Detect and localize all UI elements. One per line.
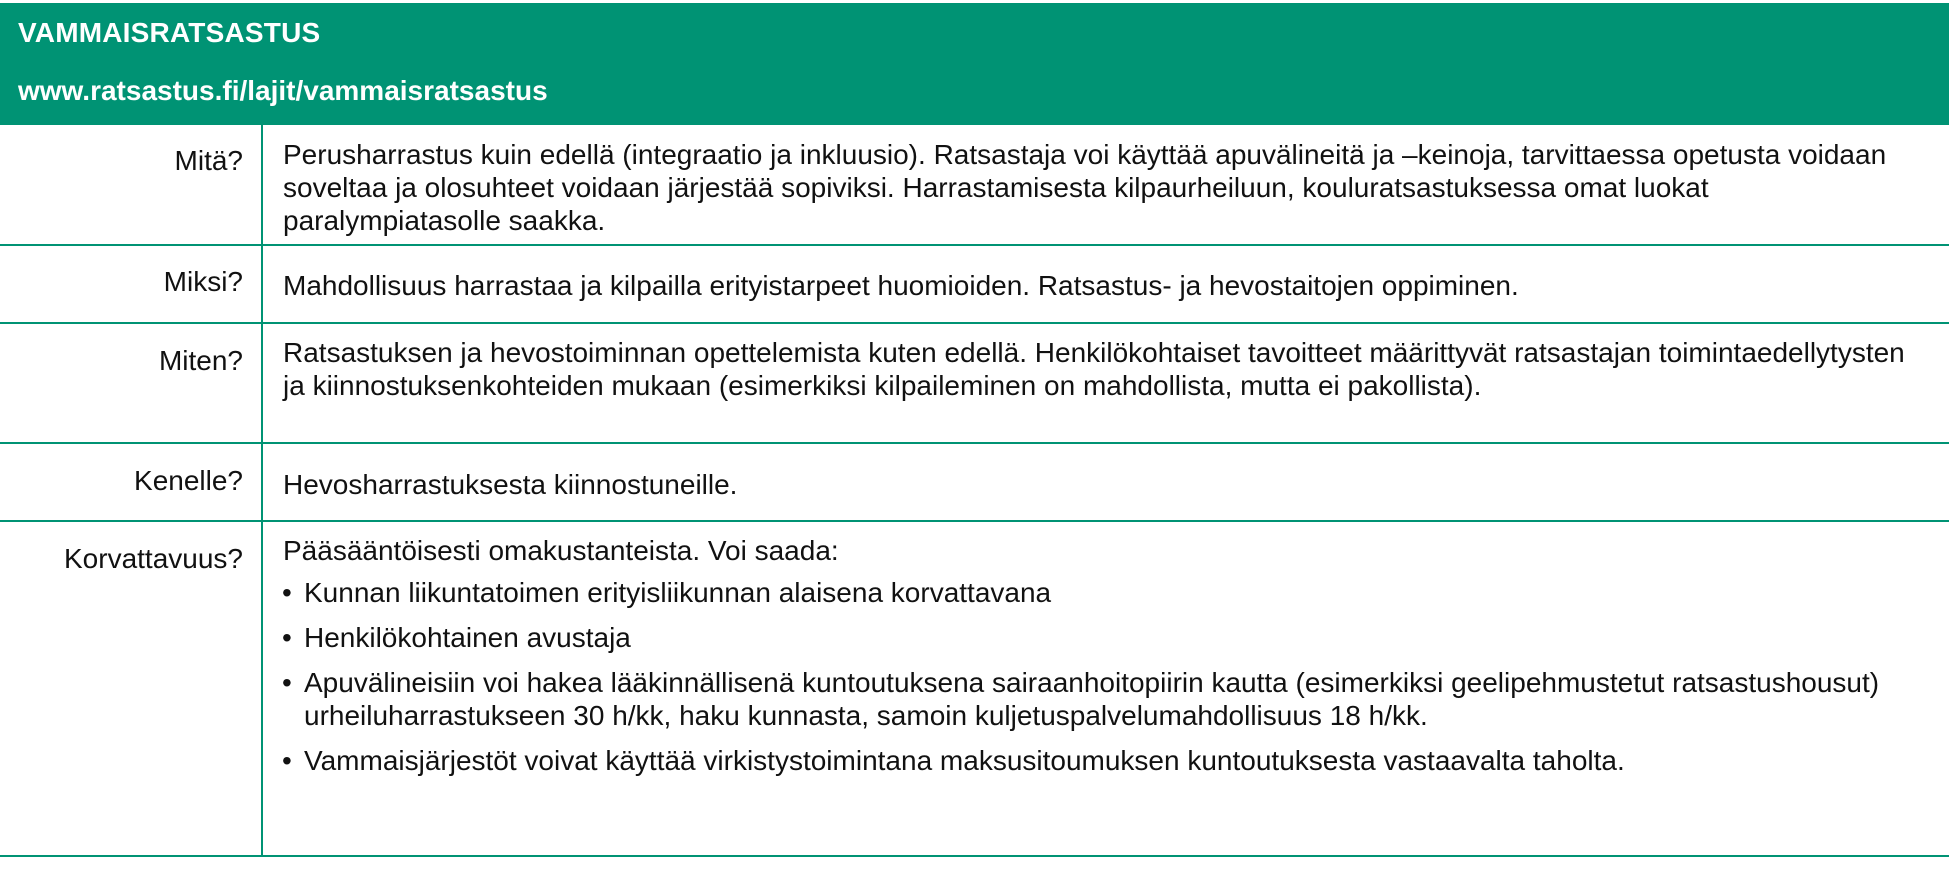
row-label-mita: Mitä? — [174, 145, 243, 176]
row-divider — [0, 244, 1949, 246]
row-divider — [0, 442, 1949, 444]
page-title: VAMMAISRATSASTUS — [18, 17, 321, 48]
row-label-kenelle: Kenelle? — [134, 465, 243, 496]
row-intro-korvattavuus: Pääsääntöisesti omakustanteista. Voi saada: — [283, 535, 839, 566]
row-label-miksi: Miksi? — [163, 266, 243, 297]
row-divider — [0, 855, 1949, 857]
table-header — [0, 3, 1949, 125]
list-item: • Vammaisjärjestöt voivat käyttää virkistystoimintana maksusitoumuksen kuntoutuksesta vastaavalta taholta. — [280, 744, 1940, 777]
row-label-korvattavuus: Korvattavuus? — [64, 543, 243, 574]
row-text-miksi: Mahdollisuus harrastaa ja kilpailla erityistarpeet huomioiden. Ratsastus- ja hevostaitojen oppiminen. — [283, 270, 1519, 301]
bullet-list — [280, 576, 1940, 789]
row-text-kenelle: Hevosharrastuksesta kiinnostuneille. — [283, 469, 738, 500]
row-divider — [0, 520, 1949, 522]
row-text-miten: Ratsastuksen ja hevostoiminnan opettelemista kuten edellä. Henkilökohtaiset tavoitteet määrittyvät ratsastajan toimintaedellytysten ja kiinnostuksenkohteiden mukaan (esimerkiksi kilpaileminen on mahdollista, mutta ei pakollista). — [283, 337, 1905, 401]
row-label-miten: Miten? — [158, 345, 243, 376]
list-item: • Kunnan liikuntatoimen erityisliikunnan alaisena korvattavana — [280, 576, 1940, 609]
column-divider — [261, 125, 263, 857]
list-item: • Apuvälineisiin voi hakea lääkinnällisenä kuntoutuksena sairaanhoitopiirin kautta (esimerkiksi geelipehmustetut ratsastushousut) urheiluharrastukseen 30 h/kk, haku kunnasta, samoin kuljetuspalvelumahdollisuus 18 h/kk. — [280, 666, 1940, 732]
row-divider — [0, 322, 1949, 324]
website-link[interactable]: www.ratsastus.fi/lajit/vammaisratsastus — [18, 75, 548, 106]
row-text-mita: Perusharrastus kuin edellä (integraatio ja inkluusio). Ratsastaja voi käyttää apuvälineitä ja –keinoja, tarvittaessa opetusta voidaan soveltaa ja olosuhteet voidaan järjestää sopiviksi. Harrastamisesta kilpaurheiluun, kouluratsastuksessa omat luokat paralympiatasolle saakka. — [283, 139, 1887, 236]
list-item: • Henkilökohtainen avustaja — [280, 621, 1940, 654]
